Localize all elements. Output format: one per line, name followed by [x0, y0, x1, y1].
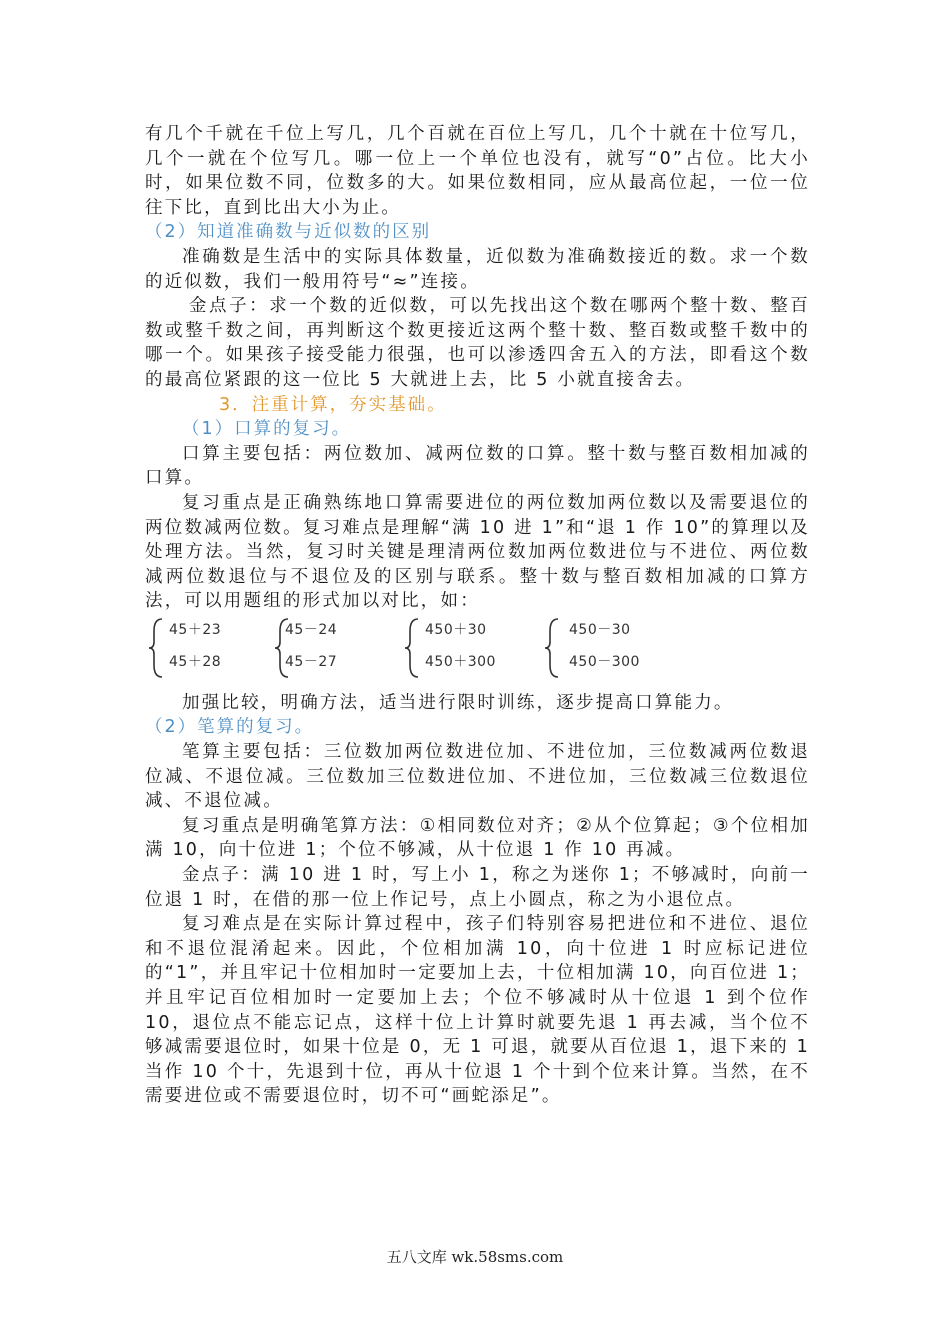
- equation-bottom: 450－300: [569, 653, 640, 670]
- paragraph-written-difficulties: 复习难点是在实际计算过程中，孩子们特别容易把进位和不进位、退位和不退位混淆起来。因此，个位相加满 10，向十位进 1 时应标记进位的“1”，并且牢记十位相加时一定要加上去，十位相加满 10，向百位进 1；并且牢记百位相加时一定要加上去；个位不够减时从十位退 1 到个位作 10，退位点不能忘记点，这样十位上计算时就要先退 1 再去减，当个位不够减需要退位时，如果十位是 0，无 1 可退，就要从百位退 1，退下来的 1 当作 10 个十，先退到十位，再从十位退 1 个十到个位来计算。当然，在不需要进位或不需要退位时，切不可“画蛇添足”。: [145, 914, 810, 1107]
- paragraph-written-scope: 笔算主要包括：三位数加两位数进位加、不进位加，三位数减两位数退位减、不退位减。三位数加三位数进位加、不进位加，三位数减三位数退位减、不退位减。: [145, 742, 810, 812]
- paragraph-tip-carrying: 金点子：满 10 进 1 时，写上小 1，称之为迷你 1；不够减时，向前一位退 1 时，在借的那一位上作记号，点上小圆点，称之为小退位点。: [145, 865, 810, 910]
- paragraph-mental-key-points: 复习重点是正确熟练地口算需要进位的两位数加两位数以及需要退位的两位数减两位数。复习难点是理解“满 10 进 1”和“退 1 作 10”的算理以及处理方法。当然，复习时关键是理清两位数加两位数进位与不进位、两位数减两位数退位与不退位及的区别与联系。整十数与整百数相加减的口算方法，可以用题组的形式加以对比，如：: [145, 492, 810, 612]
- equation-bottom: 450＋300: [425, 653, 496, 670]
- page-footer: 五八文库 wk.58sms.com: [386, 1248, 564, 1266]
- brace-icon: [147, 617, 167, 679]
- paragraph-written-method: 复习重点是明确笔算方法：①相同数位对齐；②从个位算起；③个位相加满 10，向十位进 1；个位不够减，从十位退 1 作 10 再减。: [145, 815, 810, 861]
- paragraph-exact-vs-approximate: 准确数是生活中的实际具体数量，近似数为准确数接近的数。求一个数的近似数，我们一般用符号“≈”连接。: [145, 246, 810, 292]
- equation-top: 450＋30: [425, 621, 487, 638]
- equation-bottom: 45＋28: [169, 653, 222, 670]
- equation-bottom: 45－27: [285, 653, 338, 670]
- paragraph-tip-approximation: 金点子：求一个数的近似数，可以先找出这个数在哪两个整十数、整百数或整千数之间，再判断这个数更接近这两个整十数、整百数或整千数中的哪一个。如果孩子接受能力很强，也可以渗透四舍五入的方法，即看这个数的最高位紧跟的这一位比 5 大就进上去，比 5 小就直接舍去。: [145, 296, 810, 390]
- comparison-groups: [145, 617, 810, 687]
- brace-icon: [403, 617, 423, 679]
- heading-calculation: 3．注重计算，夯实基础。: [219, 394, 447, 415]
- paragraph-mental-scope: 口算主要包括：两位数加、减两位数的口算。整十数与整百数相加减的口算。: [145, 443, 810, 489]
- equation-top: 45－24: [285, 621, 338, 638]
- equation-top: 450－30: [569, 621, 631, 638]
- brace-icon: [543, 617, 563, 679]
- equation-top: 45＋23: [169, 621, 222, 638]
- paragraph-mental-practice: 加强比较，明确方法，适当进行限时训练，逐步提高口算能力。: [182, 692, 734, 713]
- document-body: [145, 122, 810, 1109]
- heading-written-arithmetic: （2）笔算的复习。: [145, 717, 315, 738]
- heading-approximate-numbers: （2）知道准确数与近似数的区别: [145, 222, 432, 243]
- heading-mental-arithmetic: （1）口算的复习。: [182, 419, 352, 440]
- paragraph-place-value: 有几个千就在千位上写几，几个百就在百位上写几，几个十就在十位写几，几个一就在个位写几。哪一位上一个单位也没有，就写“0”占位。比大小时，如果位数不同，位数多的大。如果位数相同，应从最高位起，一位一位往下比，直到比出大小为止。: [145, 124, 810, 218]
